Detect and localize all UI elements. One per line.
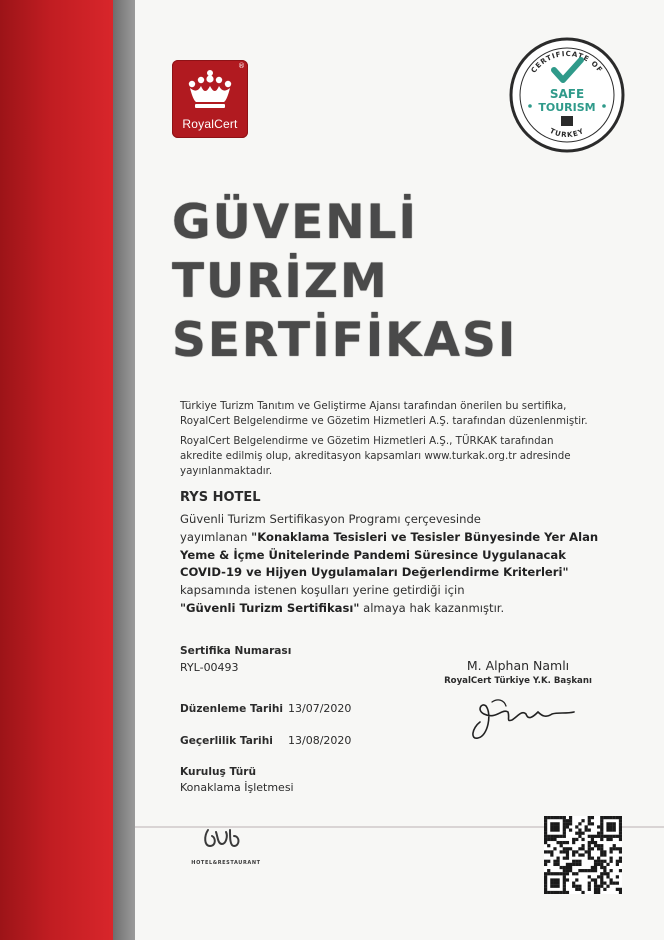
intro-paragraph-2 [180,434,620,479]
intro-p1-line-2: RoyalCert Belgelendirme ve Gözetim Hizmetleri A.Ş. tarafından düzenlenmiştir. [180,415,588,427]
body-line-6-bold: "Güvenli Turizm Sertifikası" [180,600,360,615]
org-type-value: Konaklama İşletmesi [180,781,294,794]
hotel-restaurant-caption: HOTEL&RESTAURANT [191,860,261,866]
seal-safe-text: SAFE [549,87,585,101]
emblem-icon [561,116,573,126]
body-line-2-prefix: yayımlanan [180,529,252,544]
seal-top-text: CERTIFICATE OF [529,49,605,75]
title-line-3: SERTİFİKASI [172,313,518,368]
crown-icon [185,68,235,112]
safe-tourism-seal [508,36,626,154]
intro-p1-line-1: Türkiye Turizm Tanıtım ve Geliştirme Ajansı tarafından önerilen bu sertifika, [180,400,567,412]
signer-title: RoyalCert Türkiye Y.K. Başkanı [444,676,592,686]
body-line-3 [180,547,620,565]
intro-paragraph-1 [180,399,620,429]
seal-tourism-text: TOURISM [538,101,596,114]
valid-date-value: 13/08/2020 [288,734,352,747]
hotel-restaurant-logo [186,822,266,870]
intro-p2-line-1: RoyalCert Belgelendirme ve Gözetim Hizmetleri A.Ş., TÜRKAK tarafından [180,435,554,447]
body-line-2 [180,529,620,547]
hotel-name: RYS HOTEL [180,490,261,505]
intro-p2-line-3: yayınlanmaktadır. [180,465,273,477]
certificate-title [172,193,518,370]
body-line-2-bold: "Konaklama Tesisleri ve Tesisler Bünyesinde Yer Alan [251,529,599,544]
issue-date-label: Düzenleme Tarihi [180,703,283,715]
title-line-2: TURİZM [172,254,389,309]
intro-p2-line-2: akredite edilmiş olup, akreditasyon kapsamları www.turkak.org.tr adresinde [180,450,571,462]
body-line-1: Güvenli Turizm Sertifikasyon Programı çerçevesinde [180,512,481,526]
qr-code-icon [544,816,622,894]
issue-date-value: 13/07/2020 [288,702,352,715]
body-line-6 [180,600,620,618]
body-line-4-bold: COVID-19 ve Hijyen Uygulamaları Değerlendirme Kriterleri" [180,565,569,580]
body-line-4 [180,564,620,582]
signature-icon [462,692,582,744]
body-line-3-bold: Yeme & İçme Ünitelerinde Pandemi Süresince Uygulanacak [180,547,566,562]
red-side-band [0,0,113,940]
title-line-1: GÜVENLİ [172,195,418,250]
royalcert-wordmark: RoyalCert [182,117,238,131]
org-type-label: Kuruluş Türü [180,766,257,778]
body-line-5: kapsamında istenen koşulları yerine getirdiği için [180,583,465,598]
cert-number-value: RYL-00493 [180,661,239,674]
signer-name: M. Alphan Namlı [466,658,570,673]
cert-number-label: Sertifika Numarası [180,645,292,657]
body-line-6-suffix: almaya hak kazanmıştır. [359,600,505,615]
seal-bottom-text: TURKEY [548,126,586,140]
registered-mark: ® [238,62,245,70]
certificate-body [180,511,620,618]
royalcert-logo [172,60,248,138]
gray-side-band [113,0,135,940]
valid-date-label: Geçerlilik Tarihi [180,735,273,747]
